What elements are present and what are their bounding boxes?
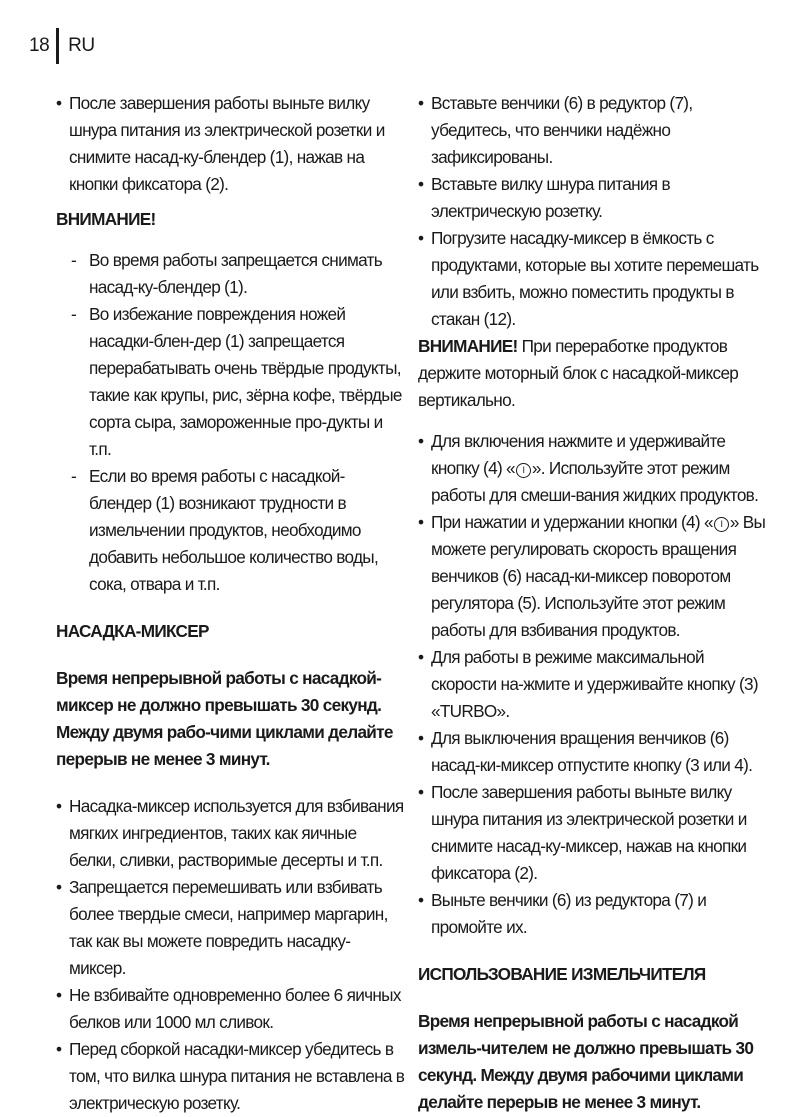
list-item: - Во время работы запрещается снимать насад-ку-блендер (1).	[59, 247, 406, 301]
list-item: • Насадка-миксер используется для взбивания мягких ингредиентов, таких как яичные белки, сливки, растворимые десерты и т.п.	[56, 793, 406, 874]
list-item: • Для выключения вращения венчиков (6) насад-ки-миксер отпустите кнопку (3 или 4).	[418, 725, 770, 779]
section-title-chopper: ИСПОЛЬЗОВАНИЕ ИЗМЕЛЬЧИТЕЛЯ	[418, 964, 706, 984]
header-divider	[56, 28, 59, 64]
list-item: • Вставьте венчики (6) в редуктор (7), убедитесь, что венчики надёжно зафиксированы.	[418, 90, 770, 171]
list-item: • После завершения работы выньте вилку шнура питания из электрической розетки и снимите насад-ку-миксер, нажав на кнопки фиксатора (2).	[418, 779, 770, 887]
left-column	[56, 90, 406, 1117]
list-item: • Перед сборкой насадки-миксер убедитесь в том, что вилка шнура питания не вставлена в электрическую розетку.	[56, 1036, 406, 1117]
list-item: - Во избежание повреждения ножей насадки-блен-дер (1) запрещается перерабатывать очень твёрдые продукты, такие как крупы, рис, зёрна кофе, твёрдые сорта сыра, замороженные про-дукты и т.п.	[59, 301, 406, 463]
list-item: • Выньте венчики (6) из редуктора (7) и промойте их.	[418, 887, 770, 941]
list-item: • После завершения работы выньте вилку шнура питания из электрической розетки и снимите насад-ку-блендер (1), нажав на кнопки фиксатора (2).	[56, 90, 406, 198]
list-item	[418, 509, 770, 644]
list-item: • Для работы в режиме максимальной скорости на-жмите и удерживайте кнопку (3) «TURBO».	[418, 644, 770, 725]
language-code: RU	[68, 35, 95, 56]
item-text: » Вы можете регулировать скорость вращения венчиков (6) насад-ки-миксер поворотом регулятора (5). Используйте этот режим работы для взбивания продуктов.	[431, 512, 766, 640]
list-item: - Если во время работы с насадкой-блендер (1) возникают трудности в измельчении продуктов, необходимо добавить небольшое количество воды, сока, отвара и т.п.	[59, 463, 406, 598]
page-number: 18	[29, 35, 50, 56]
list-item	[418, 428, 770, 509]
item-text: Для включения нажмите и удерживайте кнопку (4) «	[431, 431, 726, 478]
right-column	[418, 90, 770, 1116]
list-item: • Запрещается перемешивать или взбивать более твердые смеси, например маргарин, так как вы можете повредить насадку-миксер.	[56, 874, 406, 982]
power-icon: I	[516, 463, 531, 478]
item-text: При нажатии и удержании кнопки (4) «	[431, 512, 713, 532]
power-icon: I	[714, 517, 729, 532]
warning-label: ВНИМАНИЕ!	[418, 336, 518, 356]
page-header	[29, 28, 95, 64]
list-item: • Вставьте вилку шнура питания в электрическую розетку.	[418, 171, 770, 225]
mixer-usage-note: Время непрерывной работы с насадкой-миксер не должно превышать 30 секунд. Между двумя рабо-чими циклами делайте перерыв не менее 3 минут.	[56, 668, 393, 769]
list-item: • Не взбивайте одновременно более 6 яичных белков или 1000 мл сливок.	[56, 982, 406, 1036]
section-title-mixer: НАСАДКА-МИКСЕР	[56, 621, 209, 641]
warning-title: ВНИМАНИЕ!	[56, 209, 156, 229]
warning-text: При переработке продуктов держите моторный блок с насадкой-миксер вертикально.	[418, 336, 739, 410]
list-item: • Погрузите насадку-миксер в ёмкость с продуктами, которые вы хотите перемешать или взбить, можно поместить продукты в стакан (12).	[418, 225, 770, 333]
warning-paragraph	[418, 333, 770, 414]
chopper-usage-note: Время непрерывной работы с насадкой измель-чителем не должно превышать 30 секунд. Между двумя рабочими циклами делайте перерыв не менее 3 минут.	[418, 1011, 754, 1112]
item-text: ». Используйте этот режим работы для смеши-вания жидких продуктов.	[431, 458, 759, 505]
